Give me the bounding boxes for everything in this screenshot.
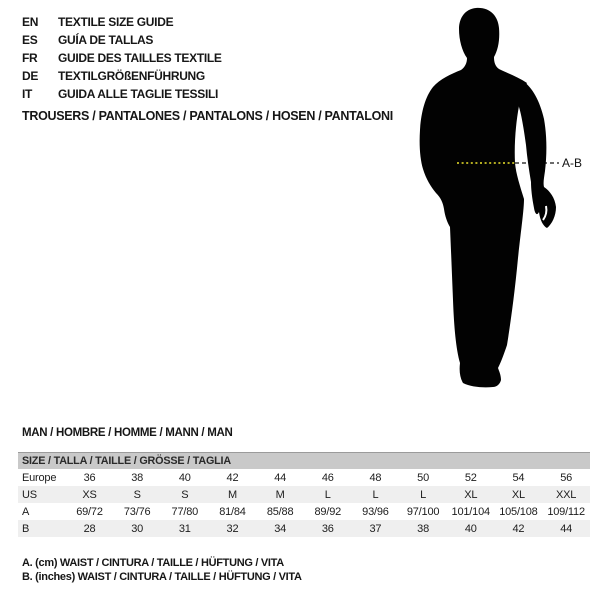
size-value-cell: L	[420, 488, 427, 501]
size-value-cell: 32	[226, 522, 239, 535]
size-value-cell: L	[372, 488, 379, 501]
size-value-cell: XS	[82, 488, 97, 501]
size-value-cell: 85/88	[266, 505, 294, 518]
size-value-cell: 34	[274, 522, 287, 535]
size-value-cell: 52	[464, 471, 477, 484]
size-value-cell: 31	[178, 522, 191, 535]
size-value-cell: 97/100	[406, 505, 440, 518]
size-value-cell: 48	[369, 471, 382, 484]
size-value-cell: 105/108	[499, 505, 538, 518]
male-silhouette-figure	[415, 0, 600, 410]
size-value-cell: 38	[131, 471, 144, 484]
size-value-cell: 81/84	[219, 505, 246, 518]
size-value-cell: XL	[464, 488, 478, 501]
size-value-cell: 77/80	[171, 505, 199, 518]
size-value-cell: 38	[417, 522, 429, 535]
size-value-cell: 93/96	[362, 505, 389, 518]
garment-title: TROUSERS / PANTALONES / PANTALONS / HOSEN / PANTALONI	[22, 109, 393, 123]
waist-measure-label: A-B	[562, 156, 583, 170]
size-value-cell: XXL	[556, 488, 577, 501]
size-table-row	[18, 486, 590, 503]
size-value-cell: 40	[178, 471, 191, 484]
silhouette-body-shape	[420, 8, 527, 387]
size-table-row	[18, 503, 590, 520]
size-table-header-row	[18, 453, 590, 470]
row-label: A	[22, 505, 30, 518]
language-label: TEXTILGRÖßENFÜHRUNG	[58, 69, 205, 83]
language-label: GUÍA DE TALLAS	[58, 33, 154, 47]
silhouette-right-arm-shape	[518, 81, 556, 228]
male-silhouette-svg	[415, 0, 600, 410]
row-label: US	[22, 488, 37, 501]
language-code: ES	[22, 33, 38, 47]
language-code: FR	[22, 51, 38, 65]
language-row	[22, 85, 222, 103]
size-table-row	[18, 520, 590, 537]
size-value-cell: 69/72	[76, 505, 103, 518]
size-value-cell: 37	[369, 522, 382, 535]
language-guide-list	[22, 13, 222, 103]
size-value-cell: 42	[512, 522, 525, 535]
size-value-cell: 42	[226, 471, 239, 484]
language-label: TEXTILE SIZE GUIDE	[58, 15, 174, 29]
size-value-cell: 46	[321, 471, 334, 484]
language-label: GUIDE DES TAILLES TEXTILE	[58, 51, 222, 65]
size-value-cell: L	[324, 488, 331, 501]
size-table-header: SIZE / TALLA / TAILLE / GRÖSSE / TAGLIA	[18, 453, 590, 470]
measurement-notes	[22, 556, 302, 584]
size-value-cell: M	[227, 488, 237, 501]
size-value-cell: 56	[560, 471, 573, 484]
size-value-cell: 30	[131, 522, 144, 535]
size-table	[18, 452, 590, 537]
row-label: B	[22, 522, 30, 535]
size-value-cell: 73/76	[123, 505, 151, 518]
size-value-cell: 44	[560, 522, 573, 535]
size-value-cell: 89/92	[314, 505, 342, 518]
language-code: IT	[22, 87, 33, 101]
size-value-cell: 54	[512, 471, 525, 484]
language-label: GUIDA ALLE TAGLIE TESSILI	[58, 87, 219, 101]
size-value-cell: 36	[83, 471, 96, 484]
size-value-cell: 40	[464, 522, 477, 535]
size-value-cell: 50	[417, 471, 429, 484]
size-value-cell: XL	[511, 488, 525, 501]
size-value-cell: M	[275, 488, 285, 501]
size-value-cell: 101/104	[451, 505, 490, 518]
language-code: EN	[22, 15, 39, 29]
size-value-cell: 36	[321, 522, 334, 535]
size-value-cell: 28	[83, 522, 96, 535]
gender-section-title: MAN / HOMBRE / HOMME / MANN / MAN	[22, 427, 233, 439]
language-row	[22, 49, 222, 67]
row-label: Europe	[22, 471, 57, 484]
language-row	[22, 13, 222, 31]
language-code: DE	[22, 69, 39, 83]
size-value-cell: 44	[274, 471, 287, 484]
size-value-cell: 109/112	[547, 505, 585, 518]
size-value-cell: S	[133, 488, 141, 501]
note-a: A. (cm) WAIST / CINTURA / TAILLE / HÜFTUNG / VITA	[22, 557, 284, 569]
language-row	[22, 31, 222, 49]
note-b: B. (inches) WAIST / CINTURA / TAILLE / HÜFTUNG / VITA	[22, 571, 302, 583]
size-table-row	[18, 469, 590, 486]
size-value-cell: S	[181, 488, 189, 501]
language-row	[22, 67, 222, 85]
